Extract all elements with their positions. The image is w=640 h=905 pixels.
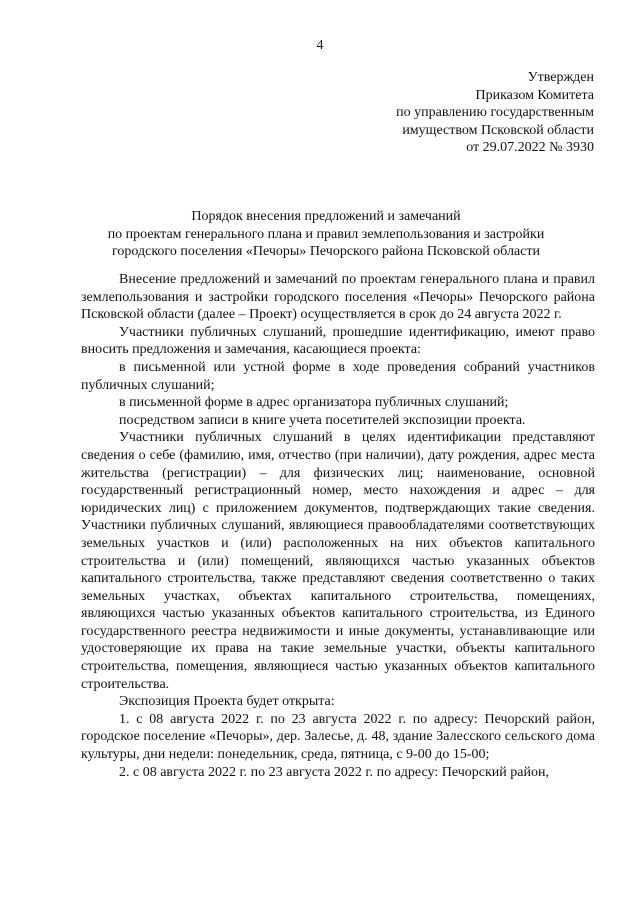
approval-stamp xyxy=(396,69,594,157)
approval-line: от 29.07.2022 № 3930 xyxy=(466,140,594,155)
paragraph-exposition-item-2: 2. с 08 августа 2022 г. по 23 августа 2022 г. по адресу: Печорский район, xyxy=(119,764,549,780)
approval-line: имуществом Псковской области xyxy=(402,122,594,138)
paragraph-identification: Участники публичных слушаний в целях идентификации представляют сведения о себе (фамилию, имя, отчество (при наличии), дату рождения, адрес места жительства (регистрации) – для физических лиц; наименование, основной государственный регистрационный номер, место нахождения и адрес – для юридических лиц) с приложением документов, подтверждающих такие сведения. Участники публичных слушаний, являющиеся правообладателями соответствующих земельных участков и (или) расположенных на них объектов капитального строительства и (или) помещений, являющихся частью указанных объектов капитального строительства, также представляют сведения соответственно о таких земельных участках, объектах капитального строительства, помещениях, являющихся частью указанных объектов капитального строительства, из Единого государственного реестра недвижимости и иные документы, устанавливающие или удостоверяющие их права на такие земельные участки, объекты капитального строительства, помещения, являющиеся частью указанных объектов капитального строительства. xyxy=(81,430,595,692)
page-number: 4 xyxy=(316,38,324,53)
approval-line: по управлению государственным xyxy=(396,105,594,120)
paragraph-submission-deadline: Внесение предложений и замечаний по проектам генерального плана и правил землепользования и застройки городского поселения «Печоры» Печорского района Псковской области (далее – Проект) осуществляется в срок до 24 августа 2022 г. xyxy=(81,272,595,323)
document-body xyxy=(81,271,595,781)
paragraph-participants-right: Участники публичных слушаний, прошедшие идентификацию, имеют право вносить предложения и замечания, касающиеся проекта: xyxy=(81,324,595,358)
approval-line: Приказом Комитета xyxy=(475,87,594,103)
title-line: по проектам генерального плана и правил землепользования и застройки xyxy=(107,226,545,242)
approval-line: Утвержден xyxy=(527,70,594,85)
paragraph-written-form: в письменной форме в адрес организатора публичных слушаний; xyxy=(119,395,509,411)
paragraph-exposition: Экспозиция Проекта будет открыта: xyxy=(119,694,335,710)
title-line: Порядок внесения предложений и замечаний xyxy=(191,209,461,224)
document-title xyxy=(60,208,592,261)
title-line: городского поселения «Печоры» Печорского района Псковской области xyxy=(112,244,540,259)
paragraph-exposition-item-1: 1. с 08 августа 2022 г. по 23 августа 2022 г. по адресу: Печорский район, городское поселение «Печоры», дер. Залесье, д. 48, здание Залесского сельского дома культуры, дни недели: понедельник, среда, пятница, с 9-00 до 15-00; xyxy=(81,711,595,763)
paragraph-oral-written-form: в письменной или устной форме в ходе проведения собраний участников публичных слушаний; xyxy=(81,359,595,393)
paragraph-visitor-book: посредством записи в книге учета посетителей экспозиции проекта. xyxy=(119,412,526,428)
